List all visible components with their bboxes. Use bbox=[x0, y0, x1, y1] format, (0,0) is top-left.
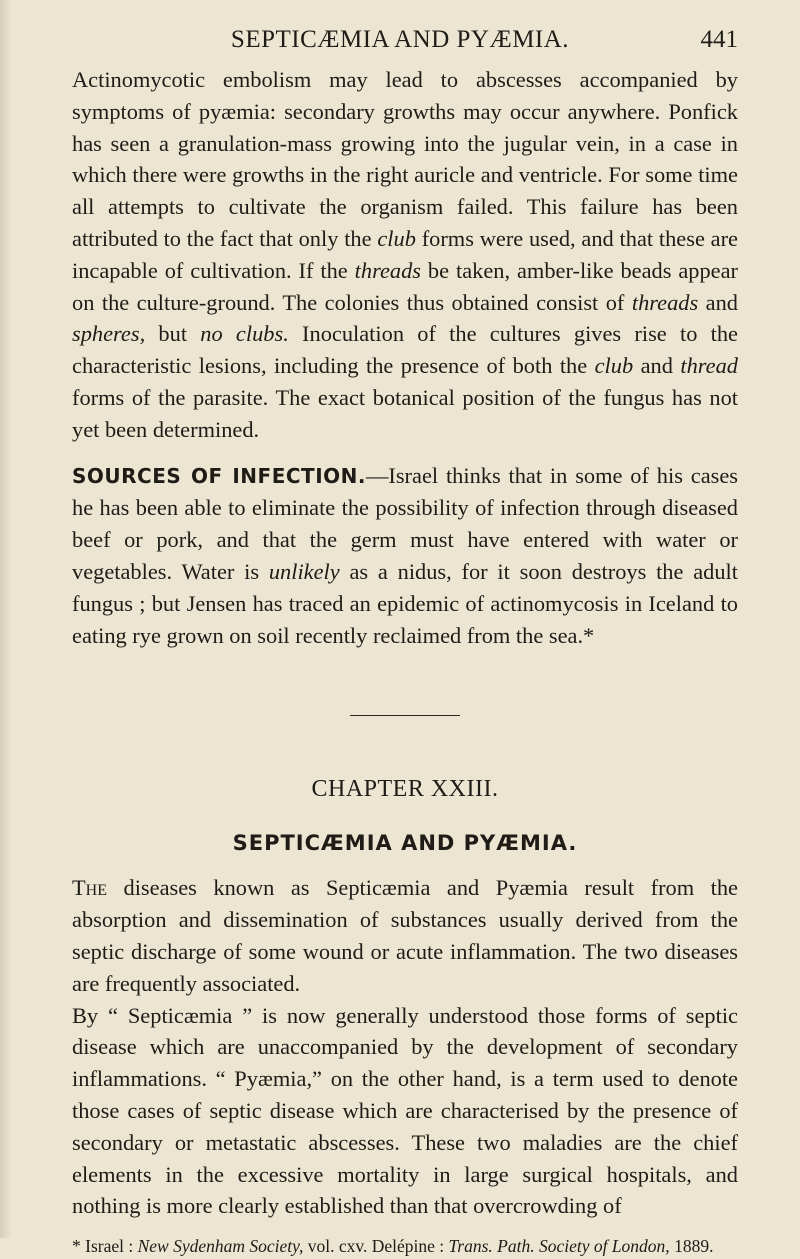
paragraph-sources-of-infection: SOURCES OF INFECTION.—Israel thinks that in some of his cases he has been able to eliminate the possibility of infection through diseased beef or pork, and that the germ must have entered with water or vegetables. Water is unlikely as a nidus, for it soon destroys the adult fungus ; but Jensen has traced an epidemic of actinomycosis in Iceland to eating rye grown on soil recently reclaimed from the sea.* bbox=[72, 462, 739, 648]
page-number: 441 bbox=[700, 26, 738, 53]
paragraph-actinomycotic-embolism: Actinomycotic embolism may lead to abscesses accompanied by symptoms of pyæmia: secondary growths may occur anywhere. Ponfick has seen a granulation-mass growing into the jugular vein, in a case in which there were growths in the right auricle and ventricle. For some time all attempts to cultivate the organism failed. This failure has been attributed to the fact that only the club forms were used, and that these are incapable of cultivation. If the threads be taken, amber-like beads appear on the culture-ground. The colonies thus obtained consist of threads and spheres, but no clubs. Inoculation of the cultures gives rise to the characteristic lesions, including the presence of both the club and thread forms of the parasite. The exact botanical position of the fungus has not yet been determined. bbox=[72, 67, 739, 442]
paragraph-septicaemia-definition: By “ Septicæmia ” is now generally understood those forms of septic disease which are unaccompanied by the development of secondary inflammations. “ Pyæmia,” on the other hand, is a term used to denote those cases of septic disease which are characterised by the presence of secondary or metastatic abscesses. These two maladies are the chief elements in the excessive mortality in large surgical hospitals, and nothing is more clearly established than that overcrowding of bbox=[72, 1002, 738, 1219]
running-title: SEPTICÆMIA AND PYÆMIA. bbox=[230, 26, 570, 53]
chapter-number: CHAPTER XXIII. bbox=[311, 776, 499, 803]
section-divider bbox=[350, 715, 460, 716]
chapter-title: SEPTICÆMIA AND PYÆMIA. bbox=[232, 831, 578, 856]
footnote: * Israel : New Sydenham Society, vol. cxv. Delépine : Trans. Path. Society of London, 1889. bbox=[72, 1236, 714, 1257]
running-header bbox=[0, 22, 800, 62]
paragraph-chapter-intro: The diseases known as Septicæmia and Pyæmia result from the absorption and dissemination of substances usually derived from the septic discharge of some wound or acute inflammation. The two diseases are frequently associated. bbox=[72, 875, 738, 996]
page-body bbox=[72, 64, 738, 1259]
section-heading: SOURCES OF INFECTION. bbox=[72, 463, 366, 488]
page-spine-shadow bbox=[0, 0, 12, 1238]
